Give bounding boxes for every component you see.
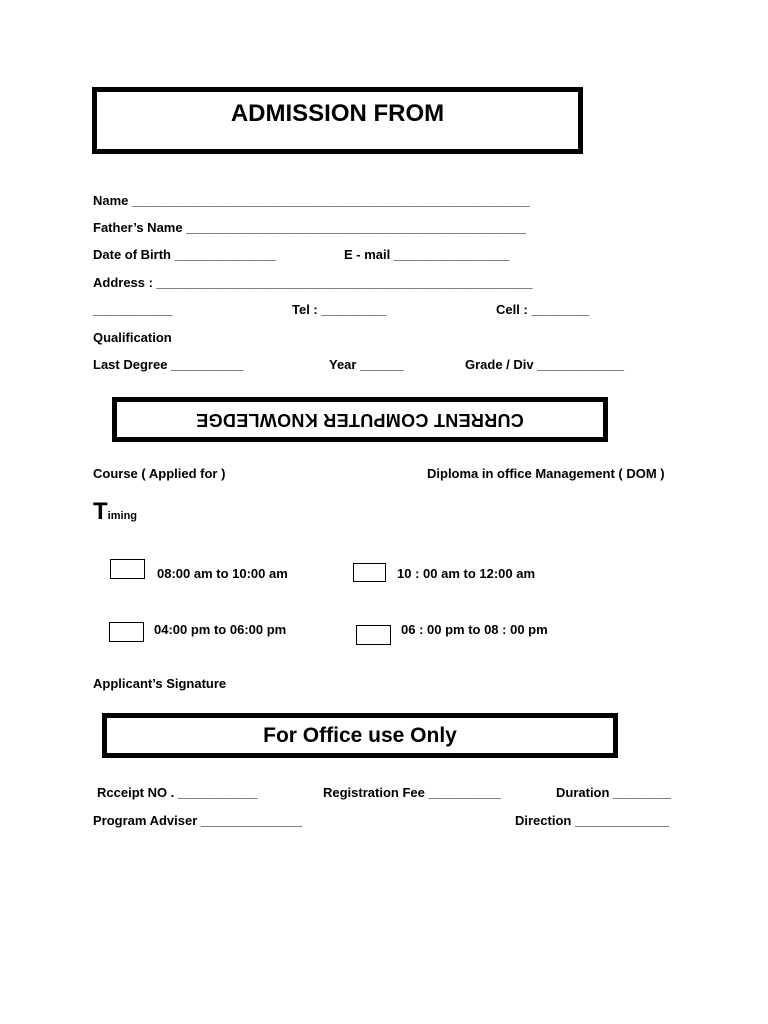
grade-field[interactable]: Grade / Div ____________: [465, 357, 625, 372]
direction-field[interactable]: Direction _____________: [515, 813, 669, 828]
timing-checkbox-1[interactable]: [110, 559, 145, 579]
address-field[interactable]: Address : ____________________________________________________: [93, 275, 533, 290]
page-title: ADMISSION FROM: [230, 99, 445, 127]
office-use-heading: For Office use Only: [263, 723, 457, 747]
dob-field[interactable]: Date of Birth ______________: [93, 247, 276, 262]
tel-field[interactable]: Tel : _________: [292, 302, 387, 317]
email-field[interactable]: E - mail ________________: [344, 247, 510, 262]
timing-rest: iming: [107, 510, 138, 522]
name-field[interactable]: Name _______________________________________________________: [93, 193, 530, 208]
fathers-name-field[interactable]: Father’s Name _______________________________________________: [93, 220, 527, 235]
cell-field[interactable]: Cell : ________: [496, 302, 590, 317]
timing-big-letter: T: [93, 498, 108, 525]
course-value: Diploma in office Management ( DOM ): [427, 466, 665, 481]
timing-slot-1: 08:00 am to 10:00 am: [157, 566, 288, 581]
timing-slot-2: 10 : 00 am to 12:00 am: [397, 566, 536, 581]
timing-checkbox-3[interactable]: [109, 622, 144, 642]
computer-knowledge-heading: CURRENT COMPUTER KNOWLEDGE: [196, 410, 524, 430]
registration-fee-field[interactable]: Registration Fee __________: [323, 785, 501, 800]
title-box: [92, 87, 583, 154]
office-use-box: [102, 713, 618, 758]
receipt-no-field[interactable]: Rcceipt NO . ___________: [97, 785, 258, 800]
qualification-label: Qualification: [93, 330, 172, 345]
timing-slot-3: 04:00 pm to 06:00 pm: [154, 622, 287, 637]
timing-checkbox-4[interactable]: [356, 625, 391, 645]
computer-knowledge-box: [112, 397, 608, 442]
address-line2-field[interactable]: ___________: [93, 302, 173, 317]
course-label: Course ( Applied for ): [93, 466, 226, 481]
timing-checkbox-2[interactable]: [353, 563, 386, 582]
year-field[interactable]: Year ______: [329, 357, 404, 372]
last-degree-field[interactable]: Last Degree __________: [93, 357, 244, 372]
duration-field[interactable]: Duration ________: [556, 785, 671, 800]
timing-slot-4: 06 : 00 pm to 08 : 00 pm: [401, 622, 548, 637]
timing-heading: [93, 498, 137, 526]
program-adviser-field[interactable]: Program Adviser ______________: [93, 813, 303, 828]
applicant-signature-label: Applicant’s Signature: [93, 676, 227, 691]
